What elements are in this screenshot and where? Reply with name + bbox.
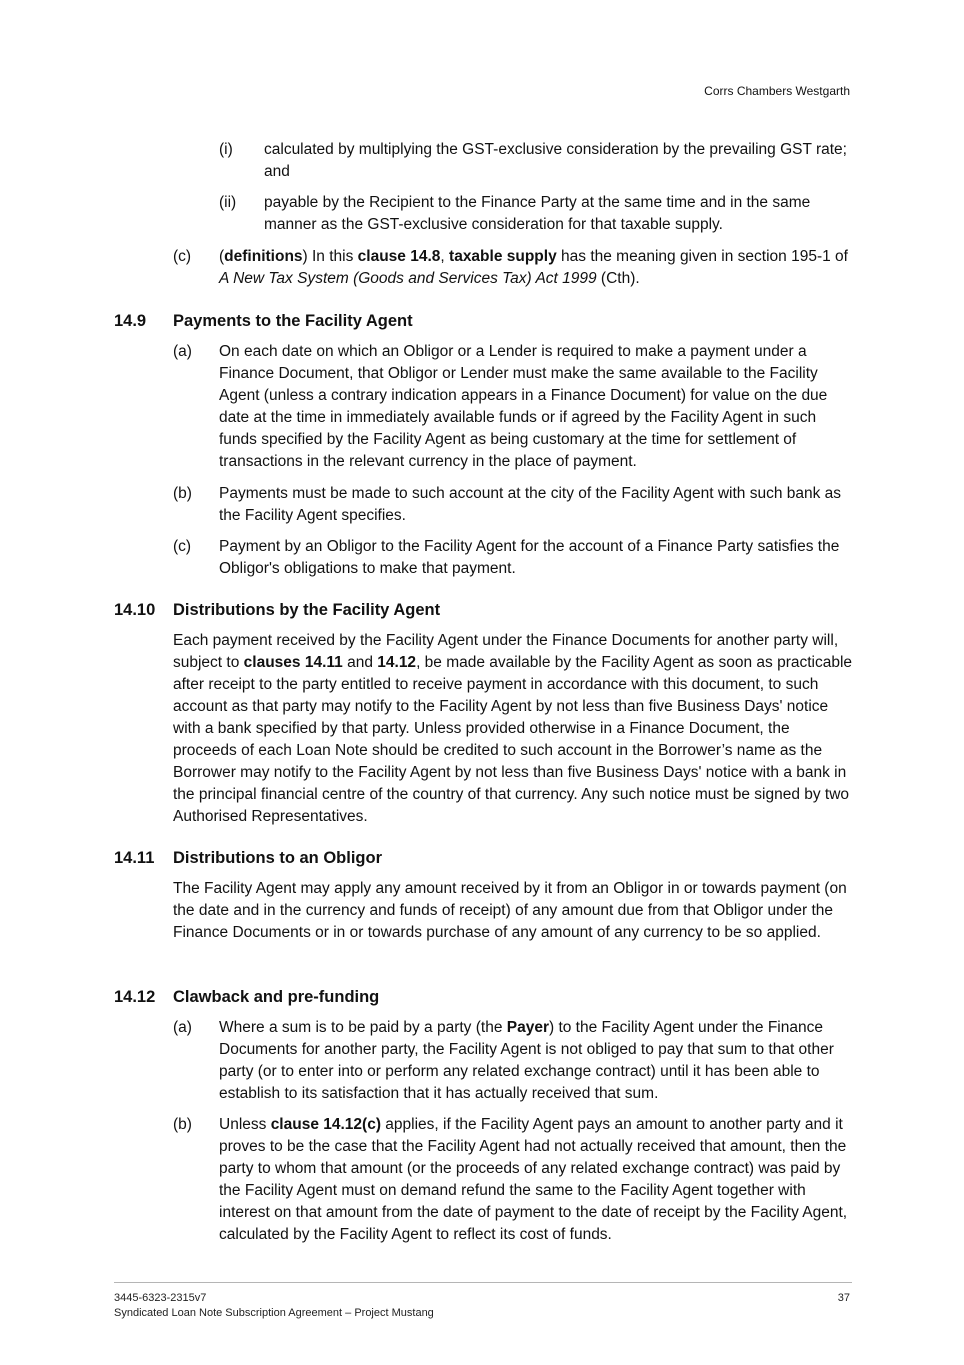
list-label: (c) bbox=[173, 248, 192, 265]
list-item-text: payable by the Recipient to the Finance Party at the same time and in the same manner as the GST-exclusive consideration for that taxable supply. bbox=[264, 194, 811, 233]
section-number: 14.9 bbox=[114, 312, 147, 330]
list-item-text: Unless clause 14.12(c) applies, if the Facility Agent pays an amount to another party and it proves to be the case that the Facility Agent had not actually received that amount, then the party to whom that amount (or the proceeds of any related exchange contract) was paid by the Facility Agent must on demand refund the same to the Facility Agent together with interest on that amount from the date of payment to the date of receipt by the Facility Agent, calculated by the Facility Agent to reflect its cost of funds. bbox=[219, 1116, 848, 1243]
list-label: (a) bbox=[173, 1019, 192, 1036]
list-label: (b) bbox=[173, 485, 192, 502]
footer-doc-title: Syndicated Loan Note Subscription Agreement – Project Mustang bbox=[114, 1307, 434, 1319]
list-item-text: On each date on which an Obligor or a Lender is required to make a payment under a Finance Document, that Obligor or Lender must make the same available to the Facility Agent (unless a contrary indication appears in a Finance Document) for value on the due date at the time in immediately available funds or if agreed by the Facility Agent in such funds specified by the Facility Agent as being customary at the time for settlement of transactions in the relevant currency in the place of payment. bbox=[219, 343, 828, 470]
list-item-text: Payments must be made to such account at the city of the Facility Agent with such bank as the Facility Agent specifies. bbox=[219, 485, 842, 524]
list-item-text: Payment by an Obligor to the Facility Agent for the account of a Finance Party satisfies the Obligor's obligations to make that payment. bbox=[219, 538, 840, 577]
section-heading: Clawback and pre-funding bbox=[173, 988, 380, 1006]
list-label: (c) bbox=[173, 538, 192, 555]
list-item-text: Where a sum is to be paid by a party (the Payer) to the Facility Agent under the Finance Documents for another party, the Facility Agent is not obliged to pay that sum to that other party (or to enter into or perform any related exchange contract) until it has been able to establish to its satisfaction that it has actually received that sum. bbox=[219, 1019, 834, 1102]
page-number: 37 bbox=[837, 1292, 850, 1304]
list-label: (a) bbox=[173, 343, 192, 360]
section-heading: Distributions by the Facility Agent bbox=[173, 601, 441, 619]
footer-doc-id: 3445-6323-2315v7 bbox=[114, 1292, 207, 1304]
section-paragraph: The Facility Agent may apply any amount received by it from an Obligor in or towards payment (on the date and in the currency and funds of receipt) of any amount due from that Obligor under the Finance Documents or in or towards purchase of any amount of any currency to be so applied. bbox=[173, 880, 847, 941]
section-heading: Distributions to an Obligor bbox=[173, 849, 382, 867]
list-item-text: calculated by multiplying the GST-exclusive consideration by the prevailing GST rate; and bbox=[264, 141, 847, 180]
footer-divider bbox=[114, 1282, 852, 1283]
section-number: 14.12 bbox=[114, 988, 156, 1006]
section-heading: Payments to the Facility Agent bbox=[173, 312, 413, 330]
section-paragraph: Each payment received by the Facility Agent under the Finance Documents for another party will, subject to clauses 14.11 and 14.12, be made available by the Facility Agent as soon as practicable after receipt to the party entitled to receive payment in accordance with this document, to such account as that party may notify to the Facility Agent by not less than five Business Days' notice with a bank specified by that party. Unless provided otherwise in a Finance Document, the proceeds of each Loan Note should be credited to such account in the Borrower’s name as the Borrower may notify to the Facility Agent by not less than five Business Days' notice with a bank in the principal financial centre of the country of that currency. Any such notice must be signed by two Authorised Representatives. bbox=[173, 632, 853, 825]
list-label: (b) bbox=[173, 1116, 192, 1133]
section-number: 14.10 bbox=[114, 601, 156, 619]
gst-definitions-paragraph: (definitions) In this clause 14.8, taxable supply has the meaning given in section 195-1 of A New Tax System (Goods and Services Tax) Act 1999 (Cth). bbox=[219, 248, 848, 287]
list-label: (ii) bbox=[219, 194, 237, 211]
list-label: (i) bbox=[219, 141, 233, 158]
header-firm-name: Corrs Chambers Westgarth bbox=[704, 84, 850, 98]
section-number: 14.11 bbox=[114, 849, 155, 867]
